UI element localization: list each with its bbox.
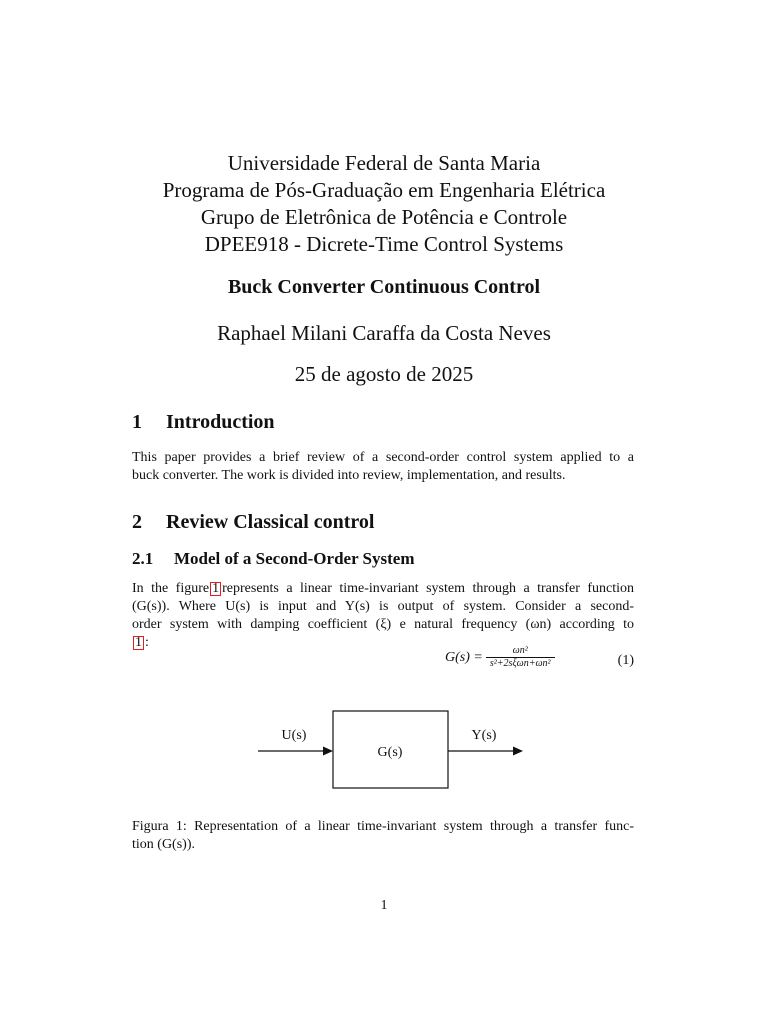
author-name: Raphael Milani Caraffa da Costa Neves (217, 321, 551, 345)
caption-line-2: tion (G(s)). (132, 837, 195, 852)
subsection-2-1-heading (132, 549, 415, 569)
page-number: 1 (380, 898, 388, 913)
caption-line-1: Figura 1: Representation of a linear time-invariant system through a transfer func- (132, 819, 634, 834)
section-1-number: 1 (132, 411, 142, 433)
equation-1 (132, 645, 634, 679)
model-line-1-end: represents a linear time-invariant system through a transfer function (222, 581, 635, 596)
intro-line-2: buck converter. The work is divided into review, implementation, and results. (132, 468, 566, 483)
section-2-number: 2 (132, 511, 142, 533)
figure-1-caption (132, 818, 634, 854)
model-line-3: order system with damping coefficient (ξ) e natural frequency (ωn) according to (132, 617, 634, 632)
equation-number: (1) (617, 653, 634, 668)
paper-date: 25 de agosto de 2025 (294, 362, 474, 386)
program-name: Programa de Pós-Graduação em Engenharia Elétrica (162, 178, 606, 202)
model-paragraph (132, 580, 634, 652)
subsection-2-1-number: 2.1 (132, 549, 154, 568)
model-line-2: (G(s)). Where U(s) is input and Y(s) is output of system. Consider a second- (132, 599, 634, 614)
equation-denominator: s²+2sξωn+ωn² (489, 658, 551, 669)
model-line-1-start: In the figure (132, 581, 210, 596)
intro-line-1: This paper provides a brief review of a second-order control system applied to a (132, 450, 634, 465)
subsection-2-1-title: Model of a Second-Order System (174, 549, 415, 568)
introduction-paragraph (132, 449, 634, 485)
header-block (0, 150, 768, 258)
output-label: Y(s) (471, 728, 497, 743)
equation-lhs: G(s) = (445, 649, 483, 665)
block-label: G(s) (377, 745, 403, 760)
section-1-heading (132, 411, 275, 434)
paper-title: Buck Converter Continuous Control (227, 276, 541, 298)
course-name: DPEE918 - Dicrete-Time Control Systems (204, 232, 564, 256)
input-label: U(s) (281, 728, 307, 743)
group-name: Grupo de Eletrônica de Potência e Controle (200, 205, 568, 229)
equation-1-reference-link[interactable]: 1 (135, 635, 142, 650)
model-line-4-end: : (145, 635, 149, 650)
block-diagram-figure (250, 697, 528, 803)
section-1-title: Introduction (166, 411, 275, 433)
model-line-1 (132, 580, 634, 598)
output-arrowhead (513, 747, 523, 756)
equation-1-body (445, 645, 553, 670)
figure-1-reference-link[interactable]: 1 (212, 581, 220, 596)
input-arrowhead (323, 747, 333, 756)
university-name: Universidade Federal de Santa Maria (227, 151, 541, 175)
section-2-heading (132, 511, 375, 534)
equation-numerator: ωn² (486, 645, 555, 658)
section-2-title: Review Classical control (166, 511, 375, 533)
equation-fraction (488, 645, 553, 670)
